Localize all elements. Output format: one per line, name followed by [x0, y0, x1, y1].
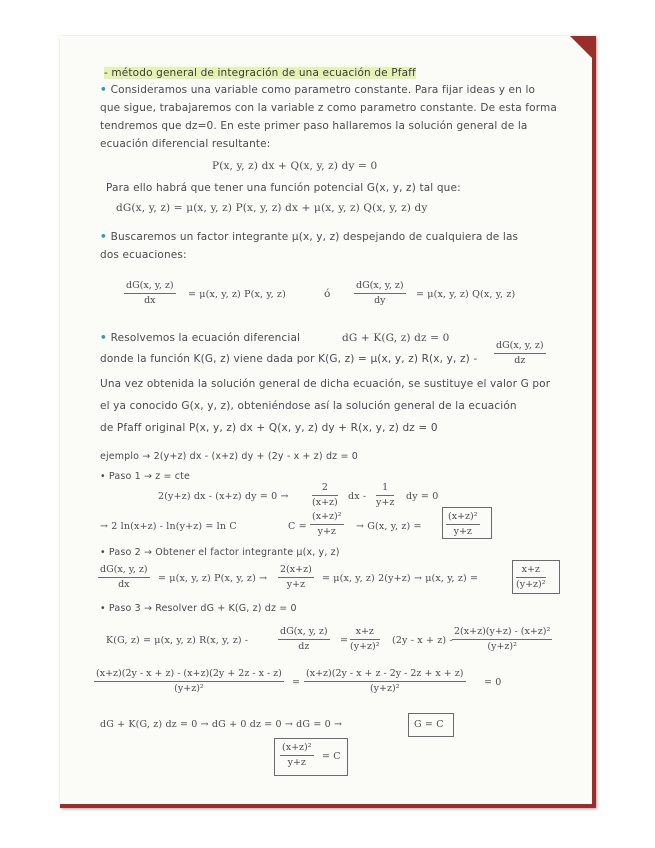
k-fraction-3: $\frac{\text{2(x+z)(y+z) - (x+z)²}}{\text{(y+z)²}}$ — [454, 626, 551, 652]
paso-1-fraction-1: $\frac{2}{(x+z)}$ — [312, 482, 338, 508]
long-fraction-2: $\frac{(x+z)(2y - x + z - 2y - 2z + x + z)}{\text{(y+z)²}}$ — [306, 668, 464, 694]
g-equals-c-box — [408, 713, 454, 737]
mu-result-box — [512, 560, 560, 594]
long-end: = 0 — [484, 677, 502, 688]
k-fraction-2: $\frac{x+z}{\text{(y+z)²}}$ — [350, 626, 380, 652]
paragraph-1-line-3: tendremos que dz=0. En este primer paso hallaremos la solución general de la — [100, 120, 528, 132]
paragraph-3-line-2: donde la función K(G, z) viene dada por K(G, z) = μ(x, y, z) R(x, y, z) - — [100, 353, 478, 365]
paragraph-2-line-1: • Buscaremos un factor integrante μ(x, y, z) despejando de cualquiera de las — [100, 231, 519, 243]
paragraph-3-equation: dG + K(G, z) dz = 0 — [342, 332, 450, 344]
equation-mu-q: = μ(x, y, z) Q(x, y, z) — [416, 289, 516, 300]
paso-1-fraction-2: $\frac{1}{y+z}$ — [376, 482, 395, 508]
example-line: ejemplo → 2(y+z) dx - (x+z) dy + (2y - x + z) dz = 0 — [100, 451, 358, 462]
paragraph-3-line-5: de Pfaff original P(x, y, z) dx + Q(x, y, z) dy + R(x, y, z) dz = 0 — [100, 422, 438, 434]
paso-2-fraction-1: $\frac{dG(x, y, z)}{dx}$ — [100, 564, 148, 590]
equation-pdx-qdy: P(x, y, z) dx + Q(x, y, z) dy = 0 — [212, 160, 378, 172]
paragraph-1-line-1: • Consideramos una variable como parametro constante. Para fijar ideas y en lo — [100, 84, 536, 96]
paso-1-mid: dx - — [348, 491, 367, 502]
k-equals: = — [340, 635, 349, 646]
final-box-text: G = C — [414, 719, 444, 730]
paso-2-mid-2: = μ(x, y, z) 2(y+z) → μ(x, y, z) = — [322, 573, 479, 584]
paragraph-1-line-4: ecuación diferencial resultante: — [100, 138, 271, 150]
ln-line: → 2 ln(x+z) - ln(y+z) = ln C — [100, 521, 237, 532]
final-line: dG + K(G, z) dz = 0 → dG + 0 dz = 0 → dG = 0 → — [100, 719, 343, 730]
g-result-box — [442, 507, 492, 539]
paragraph-3-line-3: Una vez obtenida la solución general de dicha ecuación, se sustituye el valor G por — [100, 378, 551, 390]
paso-3-label: • Paso 3 → Resolver dG + K(G, z) dz = 0 — [100, 603, 297, 614]
c-label: C = — [288, 521, 307, 532]
long-equals: = — [292, 677, 301, 688]
paragraph-3-lead: • Resolvemos la ecuación diferencial — [100, 332, 301, 344]
g-fraction: $\frac{\text{(x+z)²}}{y+z}$ — [448, 511, 478, 537]
or-label: ó — [324, 288, 331, 300]
fraction-dg-dy: $\frac{dG(x, y, z)}{dy}$ — [356, 280, 404, 306]
fraction-dg-dx: $\frac{dG(x, y, z)}{dx}$ — [126, 280, 174, 306]
long-fraction-1: $\frac{(x+z)(2y - x + z) - (x+z)(2y + 2z - x - z)}{\text{(y+z)²}}$ — [96, 668, 282, 694]
paso-2-fraction-3: $\frac{x+z}{\text{(y+z)²}}$ — [516, 564, 546, 590]
notebook-page — [60, 36, 596, 808]
k-mid: (2y - x + z) - — [392, 635, 453, 646]
fraction-dg-dz: $\frac{dG(x, y, z)}{dz}$ — [496, 340, 544, 366]
answer-fraction: $\frac{\text{(x+z)²}}{y+z}$ — [282, 742, 312, 768]
paragraph-2-line-2: dos ecuaciones: — [100, 249, 187, 261]
equation-mu-p: = μ(x, y, z) P(x, y, z) — [188, 289, 286, 300]
paso-2-label: • Paso 2 → Obtener el factor integrante μ(x, y, z) — [100, 547, 340, 558]
k-lead: K(G, z) = μ(x, y, z) R(x, y, z) - — [106, 635, 249, 646]
paragraph-1b: Para ello habrá que tener una función potencial G(x, y, z) tal que: — [106, 182, 461, 194]
page-corner — [570, 36, 596, 62]
paso-1-equation: 2(y+z) dx - (x+z) dy = 0 → — [158, 491, 289, 502]
paso-2-fraction-2: $\frac{2(x+z)}{y+z}$ — [280, 564, 312, 590]
paragraph-1-line-2: que sigue, trabajaremos con la variable z como parametro constante. De esta forma — [100, 102, 557, 114]
paso-1-label: • Paso 1 → z = cte — [100, 471, 191, 482]
g-label: → G(x, y, z) = — [356, 521, 422, 532]
paragraph-3-line-4: el ya conocido G(x, y, z), obteniéndose así la solución general de la ecuación — [100, 400, 517, 412]
equation-dg: dG(x, y, z) = μ(x, y, z) P(x, y, z) dx + μ(x, y, z) Q(x, y, z) dy — [116, 202, 428, 214]
paso-2-mid: = μ(x, y, z) P(x, y, z) → — [158, 573, 268, 584]
answer-equals: = C — [322, 751, 341, 762]
answer-box — [274, 738, 348, 776]
k-fraction-1: $\frac{dG(x, y, z)}{dz}$ — [280, 626, 328, 652]
section-title: - método general de integración de una ecuación de Pfaff — [104, 67, 416, 79]
paso-1-end: dy = 0 — [406, 491, 439, 502]
c-fraction: $\frac{\text{(x+z)²}}{y+z}$ — [312, 511, 342, 537]
